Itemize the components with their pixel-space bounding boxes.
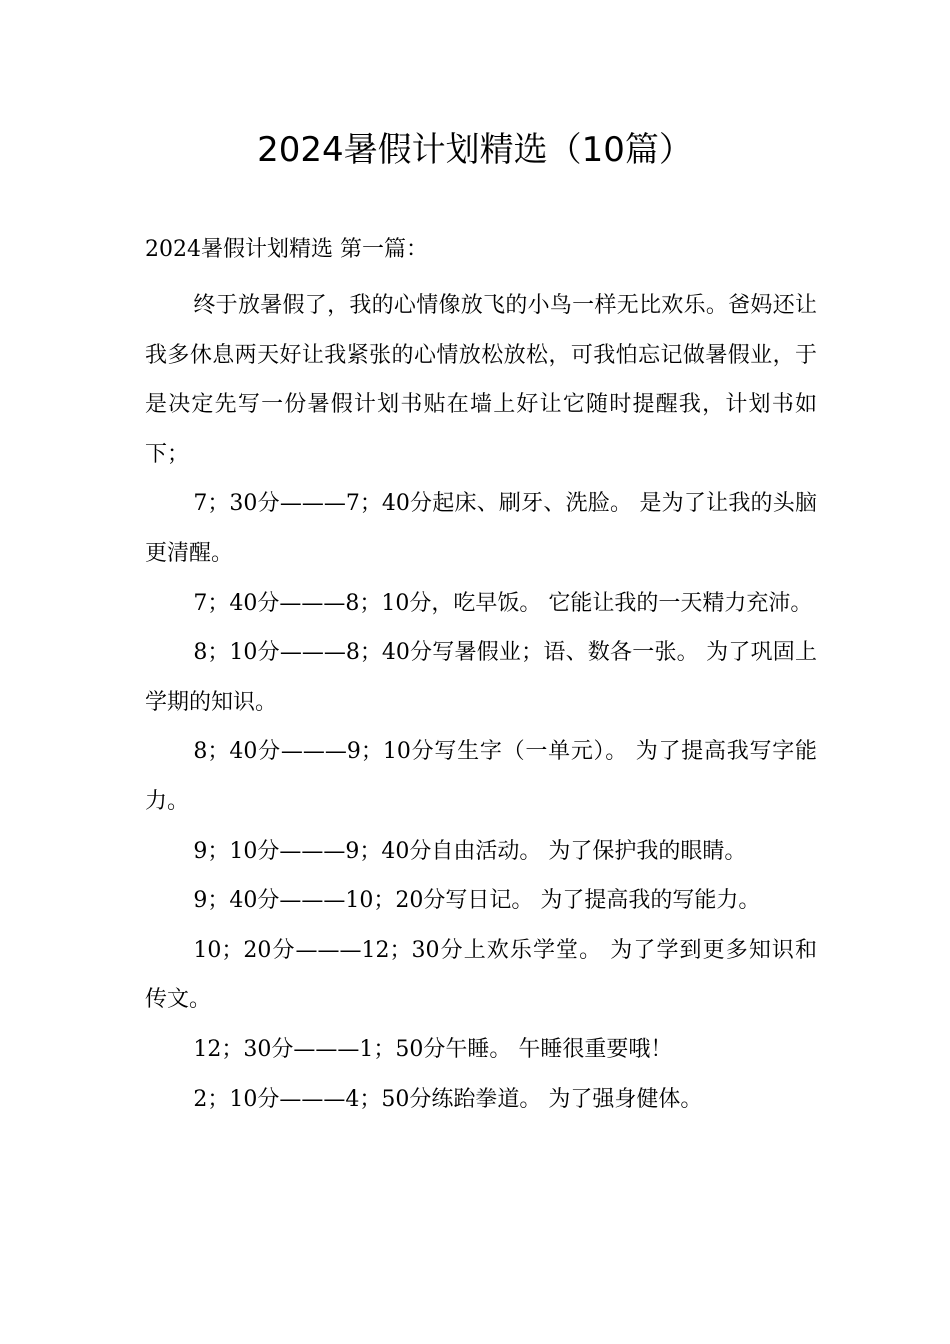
paragraph: 9；40分———10；20分写日记。 为了提高我的写能力。 (193, 888, 761, 914)
paragraph: 9；10分———9；40分自由活动。 为了保护我的眼睛。 (193, 838, 747, 864)
paragraph: 8；10分———8；40分写暑假业；语、数各一张。 为了巩固上学期的知识。 (145, 640, 817, 715)
document-body (145, 281, 817, 1124)
document-title: 2024暑假计划精选（10篇） (257, 130, 693, 170)
paragraph: 12；30分———1；50分午睡。 午睡很重要哦！ (193, 1036, 673, 1062)
paragraph: 2；10分———4；50分练跆拳道。 为了强身健体。 (193, 1086, 703, 1112)
paragraph: 7；30分———7；40分起床、刷牙、洗脸。 是为了让我的头脑更清醒。 (145, 491, 817, 566)
paragraph: 10；20分———12；30分上欢乐学堂。 为了学到更多知识和传文。 (145, 937, 817, 1013)
paragraph: 终于放暑假了，我的心情像放飞的小鸟一样无比欢乐。爸妈还让我多休息两天好让我紧张的心情放松放松，可我怕忘记做暑假业，于是决定先写一份暑假计划书贴在墙上好让它随时提醒我，计划书如下； (145, 293, 817, 467)
paragraph: 8；40分———9；10分写生字（一单元）。 为了提高我写字能力。 (145, 739, 817, 814)
paragraph: 7；40分———8；10分，吃早饭。 它能让我的一天精力充沛。 (193, 590, 813, 616)
section-heading: 2024暑假计划精选 第一篇： (145, 237, 428, 262)
